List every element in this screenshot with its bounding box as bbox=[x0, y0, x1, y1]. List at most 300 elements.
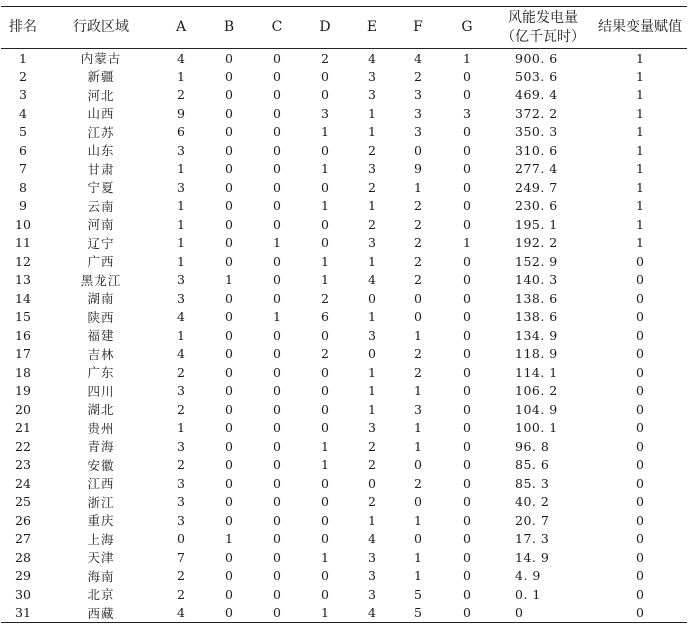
cell-g: 0 bbox=[463, 179, 471, 195]
cell-b: 0 bbox=[225, 512, 233, 528]
cell-region: 云南 bbox=[87, 198, 115, 214]
cell-b: 0 bbox=[225, 475, 233, 491]
cell-d: 0 bbox=[321, 235, 329, 251]
cell-a: 9 bbox=[177, 105, 185, 121]
cell-outcome-value: 1 bbox=[636, 179, 644, 195]
cell-b: 0 bbox=[225, 586, 233, 602]
cell-b: 0 bbox=[225, 438, 233, 454]
table-row bbox=[1, 104, 687, 123]
cell-a: 4 bbox=[177, 50, 185, 66]
cell-d: 0 bbox=[321, 401, 329, 417]
cell-rank: 30 bbox=[15, 586, 31, 602]
cell-a: 1 bbox=[177, 198, 185, 214]
cell-wind-power: 900. 6 bbox=[515, 50, 558, 66]
cell-region: 山东 bbox=[87, 143, 115, 159]
cell-a: 2 bbox=[177, 568, 185, 584]
cell-rank: 27 bbox=[15, 531, 31, 547]
cell-d: 1 bbox=[301, 604, 349, 623]
table-row bbox=[1, 271, 687, 290]
cell-e: 3 bbox=[368, 68, 376, 84]
cell-g: 0 bbox=[463, 383, 471, 399]
cell-f: 2 bbox=[414, 272, 422, 288]
cell-g: 0 bbox=[463, 161, 471, 177]
cell-d: 0 bbox=[321, 494, 329, 510]
cell-outcome-value: 0 bbox=[636, 531, 644, 547]
cell-region: 上海 bbox=[87, 531, 115, 547]
cell-region: 广西 bbox=[87, 254, 115, 270]
cell-a: 7 bbox=[177, 549, 185, 565]
cell-c: 0 bbox=[253, 604, 301, 623]
cell-region: 广东 bbox=[87, 365, 115, 381]
cell-d: 1 bbox=[321, 161, 329, 177]
cell-e: 4 bbox=[368, 531, 376, 547]
cell-f: 2 bbox=[414, 346, 422, 362]
cell-f: 0 bbox=[414, 309, 422, 325]
cell-b: 0 bbox=[225, 179, 233, 195]
cell-b: 0 bbox=[225, 216, 233, 232]
cell-rank: 22 bbox=[15, 438, 31, 454]
cell-rank: 25 bbox=[15, 494, 31, 510]
cell-rank: 29 bbox=[15, 568, 31, 584]
cell-e: 1 bbox=[368, 198, 376, 214]
header-row bbox=[1, 7, 687, 49]
cell-g: 0 bbox=[463, 124, 471, 140]
cell-c: 0 bbox=[273, 179, 281, 195]
cell-f: 0 bbox=[414, 494, 422, 510]
cell-a: 2 bbox=[177, 457, 185, 473]
cell-wind-power: 372. 2 bbox=[515, 105, 558, 121]
cell-g: 0 bbox=[463, 346, 471, 362]
cell-d: 1 bbox=[321, 438, 329, 454]
cell-b: 0 bbox=[225, 105, 233, 121]
cell-wind-power: 40. 2 bbox=[515, 494, 550, 510]
header-d: D bbox=[301, 7, 349, 49]
cell-b: 1 bbox=[225, 531, 233, 547]
cell-rank: 3 bbox=[19, 87, 27, 103]
cell-d: 0 bbox=[321, 87, 329, 103]
cell-b: 0 bbox=[225, 50, 233, 66]
cell-g: 0 bbox=[463, 512, 471, 528]
cell-wind-power: 277. 4 bbox=[515, 161, 558, 177]
cell-f: 1 bbox=[414, 549, 422, 565]
table-row bbox=[1, 493, 687, 512]
table-row bbox=[1, 215, 687, 234]
cell-region: 山西 bbox=[87, 106, 115, 122]
cell-region: 贵州 bbox=[87, 420, 115, 436]
cell-outcome-value: 0 bbox=[636, 420, 644, 436]
table-row bbox=[1, 456, 687, 475]
cell-wind-power: 100. 1 bbox=[515, 420, 558, 436]
table-row bbox=[1, 567, 687, 586]
cell-c: 1 bbox=[273, 235, 281, 251]
cell-a: 1 bbox=[177, 216, 185, 232]
cell-f: 0 bbox=[414, 142, 422, 158]
cell-outcome-value: 0 bbox=[636, 475, 644, 491]
header-wind-power bbox=[493, 7, 593, 49]
cell-f: 3 bbox=[414, 401, 422, 417]
cell-outcome-value: 1 bbox=[636, 124, 644, 140]
cell-outcome-value: 0 bbox=[636, 438, 644, 454]
cell-g: 0 bbox=[463, 198, 471, 214]
cell-a: 3 bbox=[177, 383, 185, 399]
cell-g: 0 bbox=[463, 216, 471, 232]
cell-outcome-value: 0 bbox=[636, 327, 644, 343]
cell-f: 2 bbox=[414, 475, 422, 491]
cell-d: 1 bbox=[321, 124, 329, 140]
cell-f: 5 bbox=[414, 586, 422, 602]
cell-g: 0 bbox=[441, 604, 493, 623]
cell-c: 0 bbox=[273, 531, 281, 547]
cell-f: 1 bbox=[414, 383, 422, 399]
cell-e: 1 bbox=[368, 401, 376, 417]
cell-outcome-value: 1 bbox=[636, 50, 644, 66]
cell-region: 甘肃 bbox=[87, 161, 115, 177]
cell-c: 0 bbox=[273, 327, 281, 343]
cell-c: 0 bbox=[273, 87, 281, 103]
cell-wind-power: 192. 2 bbox=[515, 235, 558, 251]
cell-c: 0 bbox=[273, 272, 281, 288]
cell-g: 0 bbox=[463, 475, 471, 491]
table-row bbox=[1, 363, 687, 382]
cell-c: 0 bbox=[273, 346, 281, 362]
cell-outcome-value: 1 bbox=[636, 87, 644, 103]
table-row bbox=[1, 585, 687, 604]
cell-b: 0 bbox=[225, 309, 233, 325]
cell-rank: 5 bbox=[19, 124, 27, 140]
cell-b: 0 bbox=[225, 290, 233, 306]
cell-rank: 2 bbox=[19, 68, 27, 84]
cell-outcome-value: 0 bbox=[636, 290, 644, 306]
cell-a: 3 bbox=[177, 290, 185, 306]
table-row bbox=[1, 474, 687, 493]
cell-g: 0 bbox=[463, 457, 471, 473]
cell-a: 0 bbox=[177, 531, 185, 547]
cell-f: 2 bbox=[414, 216, 422, 232]
cell-f: 1 bbox=[414, 568, 422, 584]
cell-f: 0 bbox=[414, 531, 422, 547]
cell-c: 0 bbox=[273, 401, 281, 417]
cell-outcome-value: 0 bbox=[636, 549, 644, 565]
cell-f: 0 bbox=[414, 290, 422, 306]
cell-d: 1 bbox=[321, 457, 329, 473]
cell-e: 0 bbox=[368, 346, 376, 362]
cell-d: 1 bbox=[321, 198, 329, 214]
cell-d: 2 bbox=[321, 346, 329, 362]
cell-a: 3 bbox=[177, 438, 185, 454]
cell-f: 3 bbox=[414, 87, 422, 103]
cell-a: 1 bbox=[177, 253, 185, 269]
cell-a: 1 bbox=[177, 161, 185, 177]
cell-b: 0 bbox=[225, 494, 233, 510]
cell-g: 0 bbox=[463, 531, 471, 547]
cell-c: 0 bbox=[273, 364, 281, 380]
table-body bbox=[1, 49, 687, 623]
cell-b: 0 bbox=[205, 604, 253, 623]
cell-g: 0 bbox=[463, 586, 471, 602]
cell-e: 2 bbox=[368, 494, 376, 510]
cell-outcome-value: 1 bbox=[636, 198, 644, 214]
cell-c: 0 bbox=[273, 494, 281, 510]
cell-d: 0 bbox=[321, 142, 329, 158]
cell-d: 0 bbox=[321, 475, 329, 491]
cell-outcome-value: 1 bbox=[636, 161, 644, 177]
cell-c: 0 bbox=[273, 512, 281, 528]
cell-f: 2 bbox=[414, 68, 422, 84]
table-row bbox=[1, 511, 687, 530]
header-outcome-value: 结果变量赋值 bbox=[593, 7, 687, 49]
cell-d: 0 bbox=[321, 364, 329, 380]
cell-rank: 8 bbox=[19, 179, 27, 195]
cell-g: 1 bbox=[463, 50, 471, 66]
cell-f: 3 bbox=[414, 105, 422, 121]
cell-c: 0 bbox=[273, 383, 281, 399]
cell-a: 3 bbox=[177, 494, 185, 510]
header-rank: 排名 bbox=[1, 7, 45, 49]
header-b: B bbox=[205, 7, 253, 49]
cell-e: 1 bbox=[368, 124, 376, 140]
cell-region: 江苏 bbox=[87, 124, 115, 140]
cell-g: 0 bbox=[463, 568, 471, 584]
cell-b: 0 bbox=[225, 142, 233, 158]
wind-power-ranking-table bbox=[1, 6, 687, 623]
cell-d: 0 bbox=[321, 420, 329, 436]
cell-c: 0 bbox=[273, 50, 281, 66]
cell-b: 0 bbox=[225, 161, 233, 177]
cell-rank: 13 bbox=[15, 272, 31, 288]
cell-b: 0 bbox=[225, 198, 233, 214]
cell-wind-power: 85. 3 bbox=[515, 475, 550, 491]
table-row bbox=[1, 437, 687, 456]
cell-wind-power: 14. 9 bbox=[515, 549, 550, 565]
cell-region: 天津 bbox=[87, 550, 115, 566]
cell-a: 3 bbox=[177, 475, 185, 491]
cell-outcome-value: 0 bbox=[636, 309, 644, 325]
table-row bbox=[1, 604, 687, 623]
cell-outcome-value: 0 bbox=[636, 383, 644, 399]
cell-e: 1 bbox=[368, 105, 376, 121]
header-c: C bbox=[253, 7, 301, 49]
cell-g: 0 bbox=[463, 420, 471, 436]
cell-wind-power: 118. 9 bbox=[515, 346, 558, 362]
cell-c: 0 bbox=[273, 586, 281, 602]
cell-outcome-value: 0 bbox=[636, 401, 644, 417]
cell-a: 2 bbox=[177, 364, 185, 380]
cell-rank: 21 bbox=[15, 420, 31, 436]
cell-g: 0 bbox=[463, 309, 471, 325]
cell-region: 河南 bbox=[87, 217, 115, 233]
cell-region: 陕西 bbox=[87, 309, 115, 325]
cell-d: 1 bbox=[321, 549, 329, 565]
cell-f: 2 bbox=[414, 364, 422, 380]
cell-e: 2 bbox=[368, 457, 376, 473]
cell-wind-power: 4. 9 bbox=[515, 568, 541, 584]
cell-region: 新疆 bbox=[87, 69, 115, 85]
cell-region: 湖南 bbox=[87, 291, 115, 307]
cell-wind-power: 138. 6 bbox=[515, 290, 558, 306]
cell-wind-power: 310. 6 bbox=[515, 142, 558, 158]
cell-a: 3 bbox=[177, 142, 185, 158]
cell-rank: 14 bbox=[15, 290, 31, 306]
table-row bbox=[1, 49, 687, 68]
cell-g: 0 bbox=[463, 364, 471, 380]
cell-a: 1 bbox=[177, 420, 185, 436]
cell-outcome-value: 0 bbox=[636, 253, 644, 269]
cell-d: 0 bbox=[321, 531, 329, 547]
cell-c: 0 bbox=[273, 568, 281, 584]
table-row bbox=[1, 326, 687, 345]
cell-b: 0 bbox=[225, 383, 233, 399]
cell-g: 0 bbox=[463, 272, 471, 288]
cell-rank: 28 bbox=[15, 549, 31, 565]
cell-outcome-value: 0 bbox=[636, 272, 644, 288]
cell-outcome-value: 0 bbox=[636, 512, 644, 528]
cell-f: 3 bbox=[414, 124, 422, 140]
cell-b: 0 bbox=[225, 364, 233, 380]
cell-d: 6 bbox=[321, 309, 329, 325]
cell-e: 2 bbox=[368, 438, 376, 454]
cell-e: 1 bbox=[368, 309, 376, 325]
cell-outcome-value: 1 bbox=[636, 105, 644, 121]
cell-wind-power: 138. 6 bbox=[515, 309, 558, 325]
cell-outcome-value: 1 bbox=[636, 68, 644, 84]
cell-d: 0 bbox=[321, 68, 329, 84]
table-row bbox=[1, 197, 687, 216]
cell-d: 2 bbox=[321, 50, 329, 66]
cell-region: 西藏 bbox=[45, 604, 157, 623]
cell-b: 0 bbox=[225, 87, 233, 103]
table-row bbox=[1, 160, 687, 179]
header-g: G bbox=[441, 7, 493, 49]
cell-rank: 15 bbox=[15, 309, 31, 325]
cell-rank: 24 bbox=[15, 475, 31, 491]
table-row bbox=[1, 308, 687, 327]
cell-a: 3 bbox=[177, 512, 185, 528]
table-row bbox=[1, 345, 687, 364]
cell-b: 0 bbox=[225, 420, 233, 436]
cell-d: 0 bbox=[321, 586, 329, 602]
cell-outcome-value: 1 bbox=[636, 142, 644, 158]
cell-g: 0 bbox=[463, 549, 471, 565]
cell-outcome-value: 0 bbox=[636, 364, 644, 380]
table-row bbox=[1, 400, 687, 419]
table-row bbox=[1, 123, 687, 142]
cell-c: 1 bbox=[273, 309, 281, 325]
cell-e: 1 bbox=[368, 253, 376, 269]
cell-e: 1 bbox=[368, 512, 376, 528]
cell-a: 2 bbox=[177, 87, 185, 103]
cell-rank: 20 bbox=[15, 401, 31, 417]
cell-outcome-value: 0 bbox=[636, 586, 644, 602]
cell-c: 0 bbox=[273, 290, 281, 306]
cell-wind-power: 20. 7 bbox=[515, 512, 550, 528]
cell-c: 0 bbox=[273, 124, 281, 140]
cell-e: 3 bbox=[368, 586, 376, 602]
cell-g: 0 bbox=[463, 290, 471, 306]
cell-e: 0 bbox=[368, 475, 376, 491]
cell-a: 3 bbox=[177, 179, 185, 195]
cell-wind-power: 96. 8 bbox=[515, 438, 550, 454]
cell-outcome-value: 0 bbox=[636, 457, 644, 473]
cell-region: 浙江 bbox=[87, 494, 115, 510]
cell-b: 0 bbox=[225, 124, 233, 140]
cell-wind-power: 106. 2 bbox=[515, 383, 558, 399]
cell-wind-power: 195. 1 bbox=[515, 216, 558, 232]
table-row bbox=[1, 530, 687, 549]
cell-a: 4 bbox=[177, 309, 185, 325]
cell-d: 1 bbox=[321, 272, 329, 288]
cell-a: 3 bbox=[177, 272, 185, 288]
cell-f: 0 bbox=[414, 457, 422, 473]
cell-e: 3 bbox=[368, 327, 376, 343]
cell-a: 6 bbox=[177, 124, 185, 140]
cell-a: 1 bbox=[177, 235, 185, 251]
cell-region: 黑龙江 bbox=[80, 272, 122, 288]
cell-region: 四川 bbox=[87, 383, 115, 399]
cell-d: 0 bbox=[321, 568, 329, 584]
cell-region: 福建 bbox=[87, 328, 115, 344]
cell-region: 内蒙古 bbox=[80, 51, 122, 66]
cell-wind-power: 152. 9 bbox=[515, 253, 558, 269]
cell-e: 3 bbox=[368, 161, 376, 177]
cell-wind-power: 85. 6 bbox=[515, 457, 550, 473]
cell-d: 0 bbox=[321, 216, 329, 232]
cell-a: 4 bbox=[177, 346, 185, 362]
cell-rank: 18 bbox=[15, 364, 31, 380]
cell-g: 0 bbox=[463, 253, 471, 269]
cell-rank: 26 bbox=[15, 512, 31, 528]
cell-rank: 11 bbox=[15, 235, 31, 251]
cell-e: 3 bbox=[368, 549, 376, 565]
table-row bbox=[1, 86, 687, 105]
cell-rank: 31 bbox=[1, 604, 45, 623]
cell-f: 9 bbox=[414, 161, 422, 177]
cell-b: 1 bbox=[225, 272, 233, 288]
cell-a: 4 bbox=[157, 604, 205, 623]
cell-wind-power: 0. 1 bbox=[515, 586, 541, 602]
cell-c: 0 bbox=[273, 253, 281, 269]
cell-region: 河北 bbox=[87, 87, 115, 103]
cell-wind-power: 350. 3 bbox=[515, 124, 558, 140]
cell-b: 0 bbox=[225, 549, 233, 565]
cell-e: 2 bbox=[368, 216, 376, 232]
cell-b: 0 bbox=[225, 68, 233, 84]
cell-rank: 23 bbox=[15, 457, 31, 473]
cell-d: 0 bbox=[321, 179, 329, 195]
cell-region: 江西 bbox=[87, 476, 115, 492]
cell-g: 0 bbox=[463, 87, 471, 103]
table-row bbox=[1, 548, 687, 567]
cell-a: 1 bbox=[177, 327, 185, 343]
cell-region: 重庆 bbox=[87, 513, 115, 529]
cell-region: 北京 bbox=[87, 587, 115, 603]
cell-g: 0 bbox=[463, 327, 471, 343]
cell-g: 0 bbox=[463, 401, 471, 417]
cell-d: 0 bbox=[321, 327, 329, 343]
cell-b: 0 bbox=[225, 327, 233, 343]
table-row bbox=[1, 178, 687, 197]
cell-c: 0 bbox=[273, 438, 281, 454]
cell-outcome-value: 1 bbox=[636, 235, 644, 251]
cell-wind-power: 104. 9 bbox=[515, 401, 558, 417]
table-row bbox=[1, 382, 687, 401]
header-region: 行政区域 bbox=[45, 7, 157, 49]
cell-outcome-value: 0 bbox=[593, 604, 687, 623]
cell-g: 3 bbox=[463, 105, 471, 121]
cell-e: 3 bbox=[368, 87, 376, 103]
cell-f: 1 bbox=[414, 179, 422, 195]
cell-c: 0 bbox=[273, 420, 281, 436]
cell-e: 3 bbox=[368, 420, 376, 436]
